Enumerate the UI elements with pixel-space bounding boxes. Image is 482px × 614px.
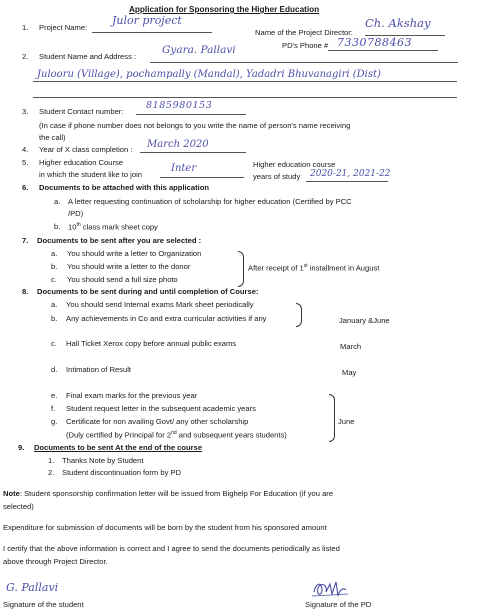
note-line-2: selected) [3,502,34,511]
q8-b-letter: b. [51,314,58,323]
q7-brace [238,251,244,287]
q8-d-letter: d. [51,365,58,374]
q7-a-text: You should write a letter to Organization [67,249,202,258]
note-line-1: Note: Student sponsorship confirmation letter will be issued from Bighelp For Education (if you are [3,489,334,498]
q9-number: 9. [18,443,25,452]
years-label-line-1: Higher education course [253,160,336,169]
q7-b-text: You should write a letter to the donor [67,262,191,271]
x-completion-label: Year of X class completion : [39,145,133,154]
years-underline [306,181,388,182]
contact-number-value[interactable]: 8185980153 [146,100,213,111]
q8-c-letter: c. [51,339,57,348]
contact-underline [136,114,246,115]
student-name-value[interactable]: Gyara. Pallavi [162,44,236,56]
q8-a-letter: a. [51,300,58,309]
student-signature[interactable]: G. Pallavi [6,581,59,594]
q9-item-2-text: Student discontinuation form by PD [62,468,182,477]
q7-heading: Documents to be sent after you are selected : [37,236,202,245]
q7-installment-note: After receipt of 1st installment in August [248,263,380,273]
q8-ab-brace [296,303,302,327]
project-name-underline [92,32,212,33]
q8-d-text: Intimation of Result [66,365,131,374]
q9-item-2-number: 2. [48,468,55,477]
project-name-value[interactable]: Julor project [112,14,182,27]
q6-number: 6. [22,183,29,192]
q9-item-1-text: Thanks Note by Student [62,456,144,465]
years-label-line-2: years of study [253,172,301,181]
q8-number: 8. [22,287,29,296]
q6-heading: Documents to be attached with this application [39,183,210,192]
student-name-address-label: Student Name and Address : [39,52,137,61]
q2-number: 2. [22,52,29,61]
student-address-value[interactable]: Julooru (Village), pochampally (Mandal), Yadadri Bhuvanagiri (Dist) [37,69,381,80]
course-underline [160,177,244,178]
q8-a-text: You should send Internal exams Mark sheet periodically [66,300,254,309]
pd-signature-mark [310,578,350,600]
q7-b-letter: b. [51,262,58,271]
q9-heading: Documents to be sent At the end of the course [34,443,203,452]
q8-e-text: Final exam marks for the previous year [66,391,198,400]
q8-f-text: Student request letter in the subsequent academic years [66,404,256,413]
student-name-underline [150,62,458,63]
q6-a-letter: a. [54,197,61,206]
q8-ab-time: January &June [339,316,390,325]
q6-b-text: 10th class mark sheet copy [68,222,158,232]
q8-efg-brace [329,394,335,442]
q8-c-time: March [340,342,362,351]
q8-d-time: May [342,368,357,377]
phone-underline [328,50,438,51]
director-label: Name of the Project Director: [255,28,353,37]
q6-b-letter: b. [54,222,61,231]
director-value[interactable]: Ch. Akshay [365,16,431,30]
q7-a-letter: a. [51,249,58,258]
certify-line-1: I certify that the above information is correct and I agree to send the documents periodically as listed [3,544,340,553]
q6-a-text-1: A letter requesting continuation of scholarship for higher education (Certified by PCC [68,197,352,206]
q6-a-text-2: /PD) [68,209,84,218]
q8-f-letter: f. [51,404,56,413]
q5-number: 5. [22,158,29,167]
student-signature-label: Signature of the student [3,600,84,609]
certify-line-2: above through Project Director. [3,557,108,566]
q7-c-letter: c. [51,275,57,284]
q7-c-text: You should send a full size photo [67,275,178,284]
phone-label: PD's Phone # [282,41,329,50]
expenditure-text: Expenditure for submission of documents will be born by the student from his sponsored amount [3,523,327,532]
q8-g-letter: g. [51,417,58,426]
q8-c-text: Hall Ticket Xerox copy before annual public exams [66,339,237,348]
q8-efg-time: June [338,417,355,426]
course-value[interactable]: Inter [171,163,197,174]
q3-number: 3. [22,107,29,116]
contact-note-line-2: the call) [39,133,66,142]
q8-e-letter: e. [51,391,58,400]
q8-g-text-2: (Duly certified by Principal for 2nd and subsequent years students) [66,430,287,440]
q8-g-text: Certificate for non availing Govt/ any other scholarship [66,417,249,426]
phone-value[interactable]: 7330788463 [337,36,412,49]
q1-number: 1. [22,23,29,32]
q8-b-text: Any achievements in Co and extra curricular activities if any [66,314,267,323]
pd-signature-label: Signature of the PD [305,600,372,609]
contact-number-label: Student Contact number: [39,107,124,116]
x-completion-underline [140,152,246,153]
project-name-label: Project Name: [39,23,88,32]
q8-heading: Documents to be sent during and until completion of Course: [37,287,259,296]
address-underline-2 [33,97,457,98]
course-label-line-2: in which the student like to join [39,170,142,179]
q4-number: 4. [22,145,29,154]
address-underline-1 [33,81,457,82]
x-completion-value[interactable]: March 2020 [147,139,209,150]
contact-note-line-1: (In case if phone number does not belongs to you write the name of person's name receiving [39,121,351,130]
q7-number: 7. [22,236,29,245]
page-title: Application for Sponsoring the Higher Education [129,5,320,14]
course-label-line-1: Higher education Course [39,158,124,167]
q9-item-1-number: 1. [48,456,55,465]
years-value[interactable]: 2020-21, 2021-22 [310,169,391,179]
